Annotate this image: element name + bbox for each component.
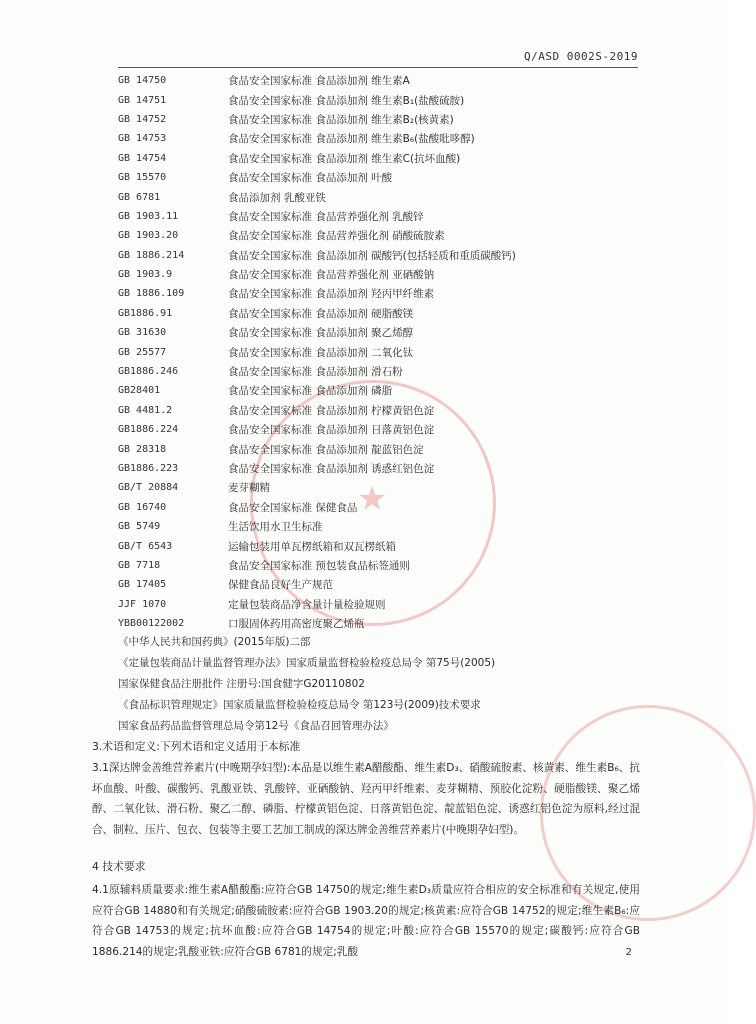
extra-ref: 《定量包装商品计量监督管理办法》国家质量监督检验检疫总局令 第75号(2005) [118,657,496,669]
reference-list [118,71,638,633]
seal-star-icon: ★ [357,479,388,519]
definition-paragraph: 3.1深达牌金善维营养素片(中晚期孕妇型):本品是以维生素A醋酸酯、维生素D₃、硝酸硫胺素、核黄素、维生素B₆、抗坏血酸、叶酸、碳酸钙、乳酸亚铁、乳酸锌、亚硒酸钠、羟丙甲纤维素、麦芽糊精、预胶化淀粉、硬脂酸镁、聚乙烯醇、二氧化钛、滑石粉、聚乙二醇、磷脂、柠檬黄铝色淀、日落黄铝色淀、靛蓝铝色淀、诱惑红铝色淀为原料,经过混合、制粒、压片、包衣、包装等主要工艺加工制成的深达牌金善维营养素片(中晚期孕妇型)。 [92,762,640,836]
reference-title: 食品安全国家标准 食品添加剂 日落黄铝色淀 [228,424,435,437]
reference-code: GB 25577 [118,346,167,358]
reference-code: GB28401 [118,385,161,397]
reference-row [118,614,638,633]
reference-row [118,149,638,168]
reference-code: GB 1903.9 [118,269,173,281]
reference-code: GB 17405 [118,579,167,591]
reference-code: GB 5749 [118,521,161,533]
reference-code: GB 28318 [118,443,167,455]
reference-code: GB 1903.20 [118,230,179,242]
section3-heading: 3.术语和定义:下列术语和定义适用于本标准 [92,740,301,753]
extra-ref: 国家食品药品监督管理总局令第12号《食品召回管理办法》 [118,720,394,732]
reference-row [118,575,638,594]
extra-ref: 《中华人民共和国药典》(2015年版)二部 [118,636,311,648]
reference-title: 运输包装用单瓦楞纸箱和双瓦楞纸箱 [228,540,396,553]
reference-code: GB 15570 [118,172,167,184]
page-number: 2 [625,947,632,958]
reference-title: 食品安全国家标准 食品添加剂 叶酸 [228,172,393,185]
reference-row [118,129,638,148]
reference-code: GB 31630 [118,327,167,339]
reference-row [118,246,638,265]
reference-title: 食品安全国家标准 食品添加剂 柠檬黄铝色淀 [228,404,435,417]
reference-title: 食品安全国家标准 预包装食品标签通则 [228,559,410,572]
extra-ref: 国家保健食品注册批件 注册号:国食健字G20110802 [118,678,365,690]
reference-title: 食品安全国家标准 食品添加剂 碳酸钙(包括轻质和重质碳酸钙) [228,249,516,262]
reference-title: 食品安全国家标准 食品添加剂 聚乙烯醇 [228,327,414,340]
reference-row [118,71,638,90]
reference-row [118,207,638,226]
reference-row [118,362,638,381]
reference-title: 食品安全国家标准 食品添加剂 靛蓝铝色淀 [228,443,424,456]
reference-row [118,459,638,478]
reference-row [118,323,638,342]
reference-code: GB 14751 [118,94,167,106]
reference-title: 食品安全国家标准 食品添加剂 羟丙甲纤维素 [228,288,435,301]
header-rule [118,67,638,68]
reference-title: 食品安全国家标准 食品添加剂 维生素B₆(盐酸吡哆醇) [228,133,475,146]
reference-code: GB 1886.109 [118,288,185,300]
reference-title: 食品安全国家标准 食品添加剂 维生素C(抗坏血酸) [228,152,461,165]
reference-row [118,439,638,458]
reference-code: GB/T 6543 [118,540,173,552]
reference-row [118,284,638,303]
reference-title: 食品安全国家标准 食品添加剂 维生素B₂(核黄素) [228,113,454,126]
requirements-paragraph: 4.1原辅料质量要求:维生素A醋酸酯:应符合GB 14750的规定;维生素D₃质量应符合相应的安全标准和有关规定,使用应符合GB 14880和有关规定;硝酸硫胺素:应符合GB 1903.20的规定;核黄素:应符合GB 14752的规定;维生素B₆:应符合GB 14753的规定;抗坏血酸:应符合GB 14754的规定;叶酸:应符合GB 15570的规定;碳酸钙:应符合GB 1886.214的规定;乳酸亚铁:应符合GB 6781的规定;乳酸 [92,884,640,958]
reference-row [118,517,638,536]
reference-row [118,595,638,614]
reference-row [118,536,638,555]
reference-row [118,168,638,187]
reference-title: 食品安全国家标准 食品添加剂 磷脂 [228,385,393,398]
reference-row [118,420,638,439]
reference-title: 保健食品良好生产规范 [228,579,333,592]
reference-row [118,401,638,420]
reference-title: 食品安全国家标准 保健食品 [228,501,358,514]
reference-title: 麦芽糊精 [228,482,270,495]
reference-title: 食品安全国家标准 食品添加剂 维生素B₁(盐酸硫胺) [228,94,465,107]
reference-code: GB 1903.11 [118,210,179,222]
reference-code: GB1886.91 [118,307,173,319]
reference-title: 口服固体药用高密度聚乙烯瓶 [228,618,365,631]
reference-code: JJF 1070 [118,598,167,610]
reference-code: YBB00122002 [118,618,185,630]
reference-row [118,90,638,109]
reference-title: 生活饮用水卫生标准 [228,521,323,534]
reference-row [118,498,638,517]
reference-title: 食品安全国家标准 食品添加剂 维生素A [228,75,410,88]
reference-title: 定量包装商品净含量计量检验规则 [228,598,386,611]
reference-code: GB 6781 [118,191,161,203]
reference-title: 食品安全国家标准 食品营养强化剂 乳酸锌 [228,210,424,223]
reference-code: GB1886.246 [118,366,179,378]
reference-code: GB/T 20884 [118,482,179,494]
reference-row [118,187,638,206]
reference-row [118,304,638,323]
reference-title: 食品安全国家标准 食品营养强化剂 亚硒酸钠 [228,269,435,282]
reference-row [118,110,638,129]
reference-row [118,556,638,575]
reference-title: 食品安全国家标准 食品添加剂 硬脂酸镁 [228,307,414,320]
reference-title: 食品安全国家标准 食品添加剂 诱惑红铝色淀 [228,463,435,475]
reference-row [118,226,638,245]
standard-code: Q/ASD 0002S-2019 [524,50,638,63]
reference-code: GB 4481.2 [118,404,173,416]
extra-ref: 《食品标识管理规定》国家质量监督检验检疫总局令 第123号(2009)技术要求 [118,699,481,711]
reference-code: GB 14754 [118,152,167,164]
reference-code: GB1886.223 [118,463,179,474]
reference-title: 食品安全国家标准 食品添加剂 二氧化钛 [228,346,414,359]
reference-code: GB 7718 [118,559,161,571]
reference-title: 食品添加剂 乳酸亚铁 [228,191,326,204]
reference-code: GB 14752 [118,113,167,125]
reference-row [118,478,638,497]
reference-code: GB 1886.214 [118,249,185,261]
reference-row [118,381,638,400]
reference-code: GB 14750 [118,75,167,87]
reference-title: 食品安全国家标准 食品营养强化剂 硝酸硫胺素 [228,230,445,243]
reference-row [118,342,638,361]
reference-code: GB 14753 [118,133,167,145]
reference-code: GB1886.224 [118,424,179,436]
reference-row [118,265,638,284]
reference-code: GB 16740 [118,501,167,513]
reference-title: 食品安全国家标准 食品添加剂 滑石粉 [228,366,403,379]
section4-heading: 4 技术要求 [92,860,146,873]
